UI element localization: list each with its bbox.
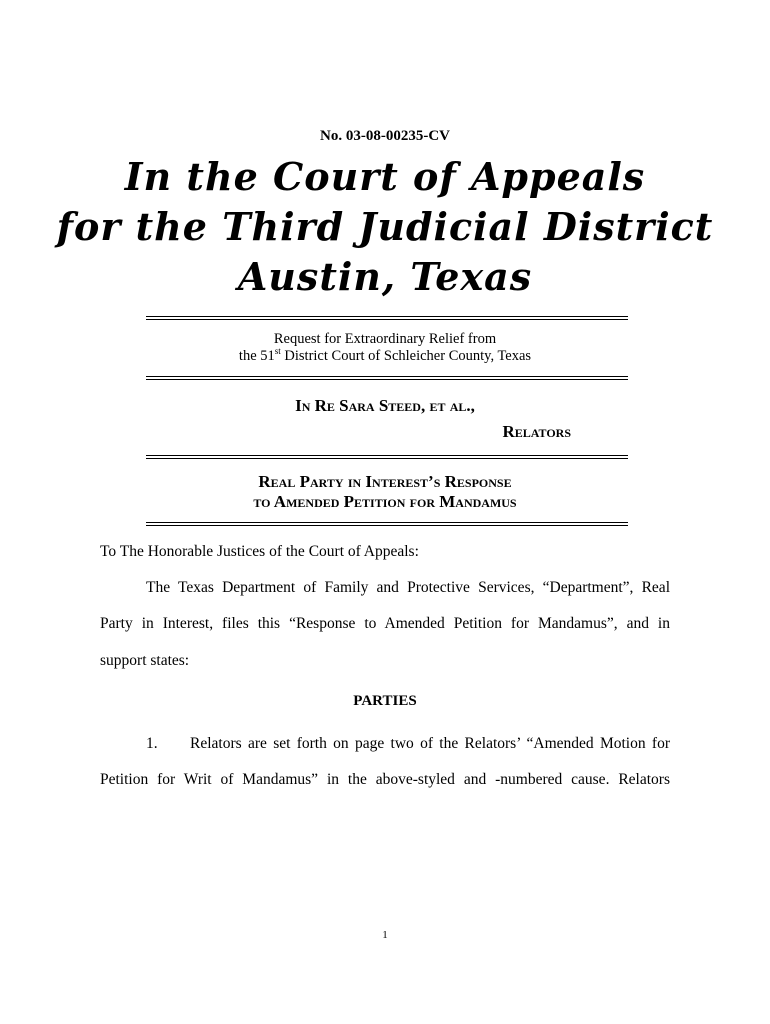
paragraph-number: 1.	[146, 735, 158, 752]
docket-number: No. 03-08-00235-CV	[320, 128, 450, 144]
numbered-paragraph	[146, 735, 670, 753]
section-heading: PARTIES	[353, 693, 417, 709]
relators-label: Relators	[502, 422, 571, 441]
case-caption: In Re Sara Steed, et al.,	[295, 396, 475, 415]
request-ordinal: st	[274, 346, 281, 357]
request-suffix: District Court of Schleicher County, Texas	[280, 348, 532, 364]
request-line-1: Request for Extraordinary Relief from	[273, 331, 497, 347]
court-title-line-3: Austin, Texas	[237, 254, 533, 299]
request-prefix: the 51	[238, 348, 275, 364]
paragraph-line: Party in Interest, files this “Response to Amended Petition for Mandamus”, and in	[100, 615, 670, 632]
salutation: To The Honorable Justices of the Court of Appeals:	[100, 543, 419, 560]
paragraph-line: The Texas Department of Family and Protective Services, “Department”, Real	[146, 579, 670, 596]
request-line-2	[0, 348, 770, 365]
court-title-line-2: for the Third Judicial District	[56, 204, 714, 249]
court-title-line-1: In the Court of Appeals	[124, 154, 646, 199]
response-title-line-2: to Amended Petition for Mandamus	[253, 492, 517, 511]
page-number: 1	[382, 929, 388, 941]
divider-rule	[146, 522, 628, 526]
response-title-line-1: Real Party in Interest’s Response	[258, 472, 512, 491]
paragraph-line: Relators are set forth on page two of the Relators’ “Amended Motion for	[190, 735, 670, 752]
paragraph-line: Petition for Writ of Mandamus” in the above-styled and -numbered cause. Relators	[100, 771, 670, 788]
paragraph-line: support states:	[100, 652, 190, 669]
divider-rule	[146, 376, 628, 380]
divider-rule	[146, 455, 628, 459]
divider-rule	[146, 316, 628, 320]
